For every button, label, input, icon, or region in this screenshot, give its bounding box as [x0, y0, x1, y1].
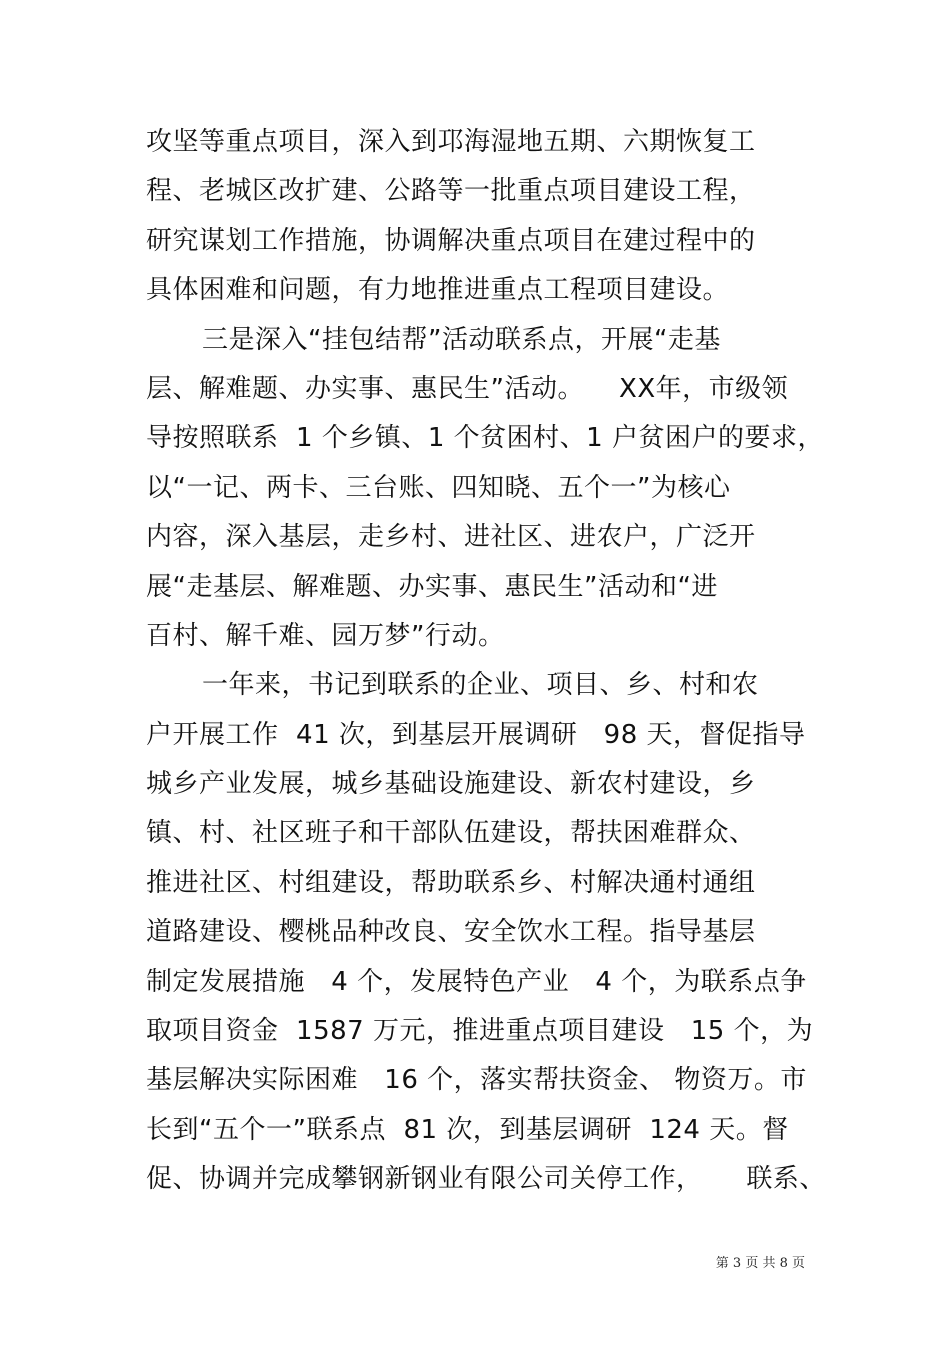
text-line-17: 道路建设、樱桃品种改良、安全饮水工程。指导基层: [146, 917, 756, 948]
body-text: [146, 118, 836, 1205]
text-line-3: 研究谋划工作措施，协调解决重点项目在建过程中的: [146, 225, 756, 256]
text-line-14: 城乡产业发展，城乡基础设施建设、新农村建设，乡: [146, 769, 756, 800]
text-line-7: 导按照联系 1 个乡镇、1 个贫困村、1 户贫困户的要求，: [146, 423, 824, 454]
page-number-footer: 第 3 页 共 8 页: [715, 1256, 805, 1271]
text-line-21: 长到“五个一”联系点 81 次，到基层调研 124 天。督: [146, 1114, 789, 1145]
text-line-20: 基层解决实际困难 16 个，落实帮扶资金、 物资万。市: [146, 1065, 807, 1096]
text-line-13: 户开展工作 41 次，到基层开展调研 98 天，督促指导: [146, 719, 806, 750]
text-line-4: 具体困难和问题，有力地推进重点工程项目建设。: [146, 275, 730, 306]
text-line-9: 内容，深入基层，走乡村、进社区、进农户，广泛开: [146, 522, 756, 553]
text-line-11: 百村、解千难、园万梦”行动。: [146, 620, 505, 651]
text-line-6: 层、解难题、办实事、惠民生”活动。 XX年，市级领: [146, 373, 789, 404]
text-line-19: 取项目资金 1587 万元，推进重点项目建设 15 个，为: [146, 1016, 814, 1047]
text-line-12: 一年来，书记到联系的企业、项目、乡、村和农: [202, 670, 759, 701]
text-line-18: 制定发展措施 4 个，发展特色产业 4 个，为联系点争: [146, 966, 807, 997]
text-line-5: 三是深入“挂包结帮”活动联系点，开展“走基: [202, 324, 721, 355]
text-line-8: 以“一记、两卡、三台账、四知晓、五个一”为核心: [146, 472, 731, 503]
text-line-2: 程、老城区改扩建、公路等一批重点项目建设工程，: [146, 176, 756, 207]
text-line-16: 推进社区、村组建设，帮助联系乡、村解决通村通组: [146, 867, 756, 898]
text-line-10: 展“走基层、解难题、办实事、惠民生”活动和“进: [146, 571, 718, 602]
text-line-1: 攻坚等重点项目，深入到邛海湿地五期、六期恢复工: [146, 127, 756, 157]
text-line-22: 促、协调并完成攀钢新钢业有限公司关停工作， 联系、: [146, 1164, 826, 1195]
text-line-15: 镇、村、社区班子和干部队伍建设，帮扶困难群众、: [146, 818, 756, 849]
